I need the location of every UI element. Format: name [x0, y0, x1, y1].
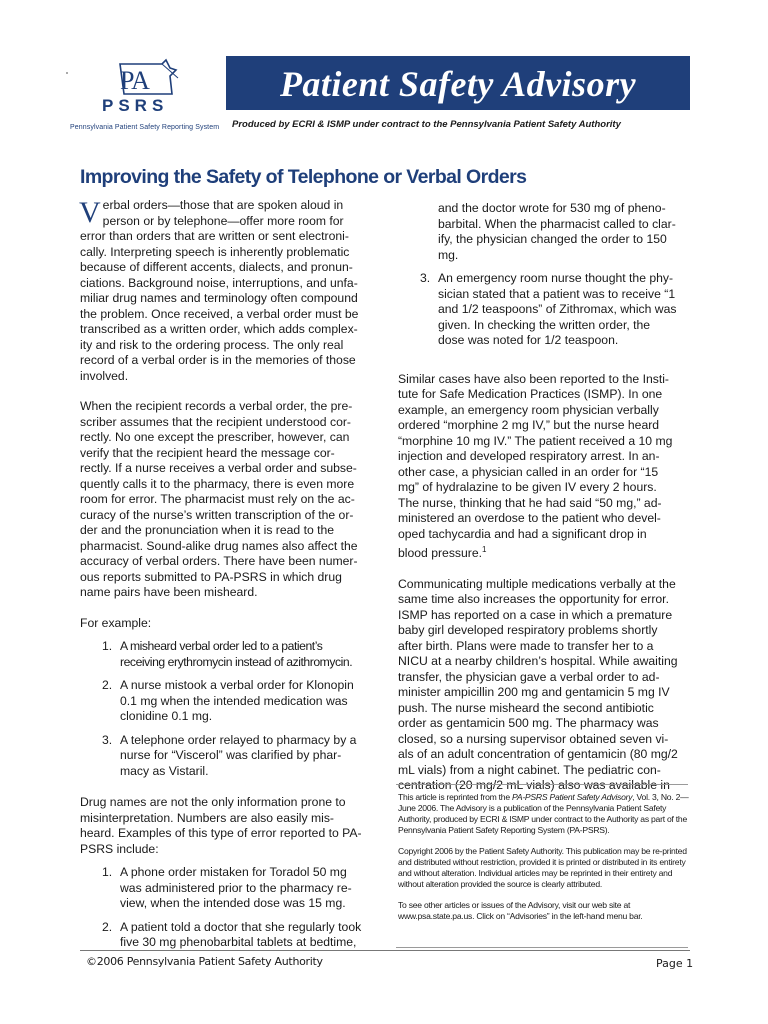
publication-title: Patient Safety Advisory: [279, 64, 637, 104]
text-line: Drug names are not the only information prone to: [80, 795, 346, 809]
text-line: A misheard verbal order led to a patient’s: [120, 639, 323, 653]
text-line: oped tachycardia and had a significant drop in: [398, 526, 647, 541]
list-number: 3.: [102, 732, 113, 747]
logo-pa: PA: [120, 66, 149, 95]
page-number: Page 1: [656, 957, 694, 970]
text-line: record of a verbal order is in the memories of those: [80, 353, 356, 367]
footer-rule: [80, 950, 690, 951]
info-reprint-pre: This article is reprinted from the: [398, 792, 512, 802]
text-line: miliar drug names and terminology often compound: [80, 291, 358, 305]
paragraph-lines: [80, 399, 380, 601]
text-line: closed, so a nursing supervisor obtained seven vi-: [398, 731, 669, 746]
text-line: view, when the intended dose was 15 mg.: [120, 896, 346, 910]
example-list-drug-names: [80, 639, 380, 779]
text-line: room for error. The pharmacist must rely on the ac-: [80, 492, 355, 506]
text-line: erbal orders—those that are spoken aloud in: [102, 198, 344, 212]
logo-subtitle: Pennsylvania Patient Safety Reporting System: [70, 124, 220, 131]
text-line: mg” of hydralazine to be given IV every 2 hours.: [398, 480, 657, 494]
text-line: Communicating multiple medications verbally at the: [398, 576, 676, 591]
left-column: [80, 198, 380, 951]
text-line: and the doctor wrote for 530 mg of pheno-: [438, 201, 666, 215]
text-line: rectly. If a nurse receives a verbal order and subse-: [80, 461, 357, 475]
text-line: given. In checking the written order, the: [438, 317, 651, 332]
paragraph-ismp-cases: [398, 372, 698, 562]
text-line: nurse for “Viscerol” was clarified by phar-: [120, 748, 342, 762]
text-line: dose was noted for 1/2 teaspoon.: [438, 333, 619, 347]
list-item: [398, 271, 698, 349]
text-line: centration (20 mg/2 mL vials) also was available in: [398, 778, 670, 793]
text-line: was administered prior to the pharmacy re-: [120, 880, 352, 895]
paragraph-numbers: [80, 795, 380, 857]
text-line: A telephone order relayed to pharmacy by a: [120, 732, 357, 747]
text-line: tute for Safe Medication Practices (ISMP). In one: [398, 387, 663, 401]
text-line: The nurse, thinking that he had said “50 mg,” ad-: [398, 495, 662, 510]
info-advisory-name: PA-PSRS Patient Safety Advisory: [512, 792, 633, 802]
text-line: Similar cases have also been reported to the Insti-: [398, 371, 669, 386]
paragraph-lines: [80, 795, 380, 857]
text-line: curacy of the nurse’s written transcription of the or-: [80, 507, 354, 522]
list-number: 2.: [102, 919, 113, 934]
text-line: clonidine 0.1 mg.: [120, 709, 213, 723]
text-line: error than orders that are written or sent electroni-: [80, 229, 349, 243]
text-line: name pairs have been misheard.: [80, 585, 258, 599]
text-line: rectly. No one except the prescriber, however, can: [80, 430, 350, 444]
paragraph-for-example: For example:: [80, 615, 152, 630]
text-line: transfer, the physician gave a verbal order to ad-: [398, 669, 660, 684]
paragraph-intro: [80, 198, 380, 384]
text-line: der and the pronunciation when it is read to the: [80, 523, 335, 537]
text-line: mL vials) from a night cabinet. The pediatric con-: [398, 762, 661, 777]
info-reprint-post: , Vol. 3, No. 2—June 2006. The Advisory is a publication of the Pennsylvania Patient Safety Authority, produced by ECRI & ISMP under contract to the Authority as part of the Pennsylvania Patient Safety Reporting System (PA-PSRS).: [398, 792, 689, 835]
text-line: ous reports submitted to PA-PSRS in which drug: [80, 569, 342, 584]
text-line: verify that the recipient heard the message cor-: [80, 445, 335, 460]
list-number: 2.: [102, 678, 113, 692]
text-line: ity and risk to the ordering process. The only real: [80, 337, 344, 352]
info-website: To see other articles or issues of the Advisory, visit our web site at www.psa.state.pa.us. Click on “Advisories” in the left-hand menu bar.: [398, 900, 643, 921]
logo-psrs: PSRS: [102, 96, 169, 115]
list-continuation: [398, 201, 698, 263]
footer-copyright: ©2006 Pennsylvania Patient Safety Authority: [86, 955, 323, 968]
text-line: cally. Interpreting speech is inherently problematic: [80, 244, 350, 259]
text-line: injection and developed respiratory arrest. In an-: [398, 449, 660, 463]
text-line: and 1/2 teaspoons” of Zithromax, which was: [438, 302, 677, 316]
list-item: [80, 733, 380, 780]
example-list-continued: [398, 271, 698, 349]
text-line: blood pressure.$^1$: [398, 545, 487, 561]
text-line: accuracy of verbal orders. There have been numer-: [80, 554, 358, 568]
text-line: mg.: [438, 247, 459, 262]
list-item: [80, 865, 380, 912]
text-line: When the recipient records a verbal order, the pre-: [80, 399, 353, 413]
header-banner: [226, 56, 690, 110]
produced-by-line: Produced by ECRI & ISMP under contract to the Pennsylvania Patient Safety Authority: [232, 119, 621, 130]
article-title: Improving the Safety of Telephone or Verbal Orders: [80, 166, 527, 188]
list-number: 1.: [102, 865, 113, 879]
text-line: push. The nurse misheard the second antibiotic: [398, 700, 654, 715]
text-line: PSRS include:: [80, 841, 159, 856]
text-line: five 30 mg phenobarbital tablets at bedtime,: [120, 935, 357, 949]
text-line: scriber assumes that the recipient understood cor-: [80, 414, 351, 429]
text-line: the problem. Once received, a verbal order must be: [80, 306, 359, 321]
footnote-ref: 1: [482, 545, 487, 554]
text-line: ISMP has reported on a case in which a premature: [398, 607, 673, 622]
text-line: involved.: [80, 368, 129, 383]
list-number: 1.: [102, 639, 113, 653]
example-list-numbers: [80, 865, 380, 951]
text-line: als of an adult concentration of gentamicin (80 mg/2: [398, 747, 678, 762]
text-line: A patient told a doctor that she regularly took: [120, 919, 362, 934]
right-column: [398, 201, 698, 794]
text-line: ciations. Background noise, interruptions, and unfa-: [80, 275, 358, 290]
text-line: pharmacist. Sound-alike drug names also affect the: [80, 538, 358, 553]
text-line: barbital. When the pharmacist called to clar-: [438, 216, 676, 231]
paragraph-lines: [438, 201, 698, 263]
text-line: receiving erythromycin instead of azithromycin.: [120, 654, 353, 669]
list-item: [80, 639, 380, 670]
text-line: quently calls it to the pharmacy, there is even more: [80, 476, 355, 491]
text-line: same time also increases the opportunity for error.: [398, 592, 669, 607]
text-line: order as gentamicin 500 mg. The pharmacy was: [398, 716, 659, 731]
text-line: NICU at a nearby children’s hospital. While awaiting: [398, 654, 678, 669]
text-line: minister ampicillin 200 mg and gentamicin 5 mg IV: [398, 685, 670, 700]
text-line: ordered “morphine 2 mg IV,” but the nurse heard: [398, 418, 660, 432]
drop-cap: V: [79, 196, 101, 229]
text-line: person or by telephone—offer more room for: [102, 213, 344, 228]
paragraph-recipient: [80, 399, 380, 601]
text-line: transcribed as a written order, which adds complex-: [80, 322, 358, 336]
text-line: An emergency room nurse thought the phy-: [438, 271, 674, 285]
reprint-info-text: [398, 792, 690, 932]
text-line: because of different accents, dialects, and pronun-: [80, 260, 353, 274]
list-item: [80, 678, 380, 725]
text-line: macy as Vistaril.: [120, 763, 209, 778]
text-line: misinterpretation. Numbers are also easily mis-: [80, 810, 334, 825]
paragraph-lines: [80, 198, 380, 384]
text-line: other case, a physician called in an order for “15: [398, 464, 659, 479]
text-line: ministered an overdose to the patient who devel-: [398, 511, 661, 525]
paragraph-multiple-medications: [398, 577, 698, 794]
text-line: sician stated that a patient was to receive “1: [438, 286, 676, 301]
text-line: baby girl developed respiratory problems shortly: [398, 623, 658, 638]
text-line: “morphine 10 mg IV.” The patient received a 10 mg: [398, 433, 673, 448]
list-item: [80, 920, 380, 951]
info-reprint: [398, 792, 690, 836]
text-line: example, an emergency room physician verbally: [398, 402, 659, 417]
text-line: after birth. Plans were made to transfer her to a: [398, 638, 654, 653]
text-line: A nurse mistook a verbal order for Klonopin: [120, 678, 354, 692]
paragraph-lines: [398, 372, 698, 562]
text-line: heard. Examples of this type of error reported to PA-: [80, 826, 362, 840]
text-line: A phone order mistaken for Toradol 50 mg: [120, 865, 347, 879]
list-number: 3.: [420, 271, 431, 285]
info-copyright: Copyright 2006 by the Patient Safety Authority. This publication may be re-printed and distributed without restriction, provided it is printed or distributed in its entirety and without alteration. Individual articles may be reprinted in their entirety and without alteration provided the source is clearly attributed.: [398, 846, 687, 889]
text-line: 0.1 mg when the intended medication was: [120, 693, 348, 708]
paragraph-lines: [398, 577, 698, 794]
text-line: ify, the physician changed the order to 150: [438, 232, 667, 246]
